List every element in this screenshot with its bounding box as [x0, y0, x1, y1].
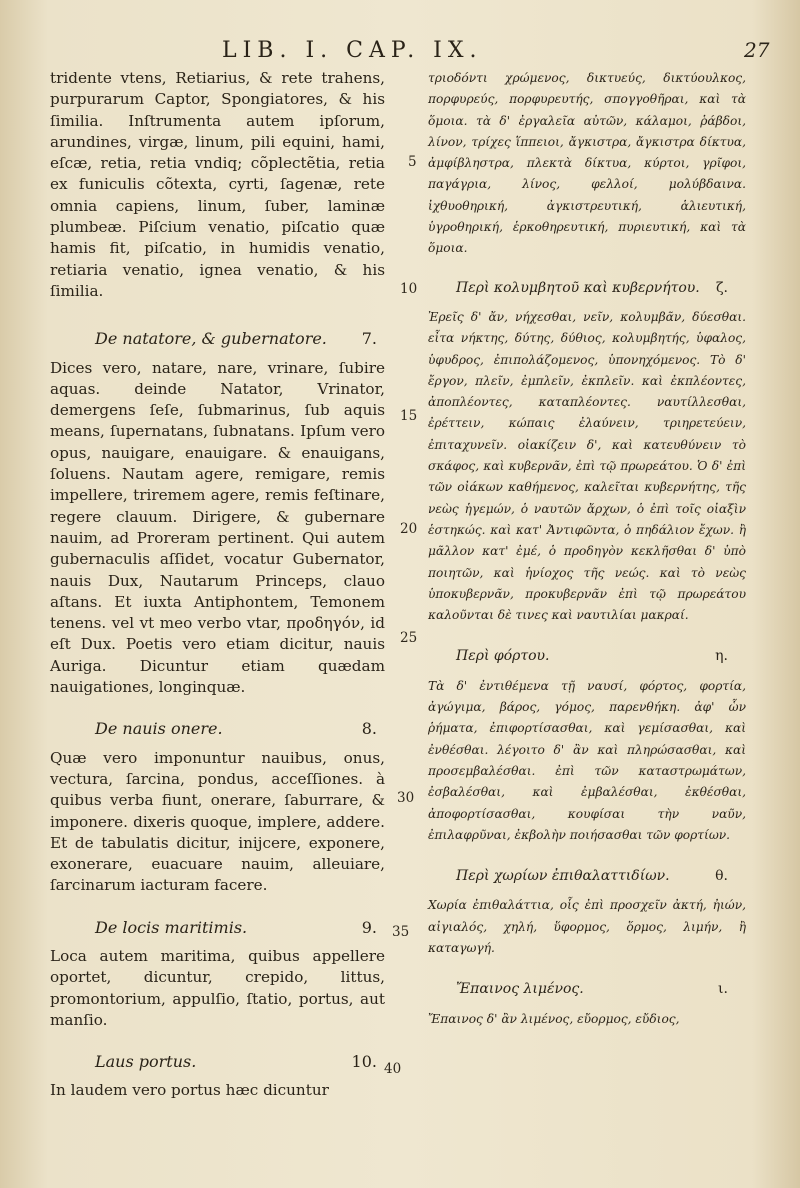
latin-paragraph-onere: Quæ vero imponuntur nauibus, onus, vectura, ſarcina, pondus, acceſſiones. à quibus verba fiunt, onerare, ſaburrare, & imponere. dixeris quoque, implere, addere. Et de tabulatis dicitur, inijcere, exponere, exonerare, euacuare nauim, alleuiare, ſarcinarum iacturam facere. — [50, 748, 385, 895]
greek-paragraph-phortou: Τὰ δ' ἐντιθέμενα τῇ ναυσί, φόρτος, φορτία, ἀγώγιμα, βάρος, γόμος, παρενθήκη. ἀφ' ὧν ῥήματα, ἐπιφορτίσασθαι, καὶ γεμίσασθαι, καὶ ἐνθέσθαι. λέγοιτο δ' ἂν καὶ πληρώσασθαι, καὶ προσεμβαλέσθαι. ἐπὶ τῶν καταστρωμάτων, ἐσβαλέσθαι, καὶ ἐμβαλέσθαι, ἐκθέσθαι, ἀποφορτίσασθαι, κουφίσαι τὴν ναῦν, ἐπιλαφρῦναι, ἐκβολὴν ποιήσασθαι τῶν φορτίων. — [428, 678, 746, 842]
section-title: Περὶ κολυμβητοῦ καὶ κυβερνήτου. — [456, 279, 700, 296]
section-number: 8. — [361, 719, 377, 739]
section-title: Ἔπαινος λιμένος. — [456, 981, 584, 998]
latin-paragraph-locis: Loca autem maritima, quibus appellere oportet, dicuntur, crepido, littus, promontorium, appulſio, ſtatio, portus, aut manſio. — [50, 946, 385, 1029]
section-title: De natatore, & gubernatore. — [95, 329, 327, 349]
greek-paragraph-limenos: Ἔπαινος δ' ἂν λιμένος, εὔορμος, εὔδιος, — [428, 1011, 680, 1026]
section-title: De locis maritimis. — [95, 917, 248, 937]
chapter-heading: LIB. I. CAP. IX. — [222, 38, 483, 63]
page-number: 27 — [744, 38, 770, 62]
line-number: 20 — [400, 521, 418, 537]
section-heading-phortou — [428, 646, 746, 667]
section-number: 7. — [361, 329, 377, 349]
latin-paragraph-portus: In laudem vero portus hæc dicuntur — [50, 1081, 329, 1100]
latin-intro-paragraph: tridente vtens, Retiarius, & rete trahens, purpurarum Captor, Spongiatores, & his ſimilia. Inſtrumenta autem ipſorum, arundines, virgæ, linum, pili equini, hami, eſcæ, retia, retia vndiq; cõplectẽtia, retia ex funiculis cõtexta, cyrti, ſagenæ, rete omnia capiens, linum, ſuber, laminæ plumbeæ. Piſcium venatio, piſcatio quæ hamis fit, piſcatio, in humidis venatio, retiaria venatio, ignea venatio, & his ſimilia. — [50, 69, 385, 300]
line-number: 30 — [397, 790, 415, 806]
line-number: 10 — [400, 281, 418, 297]
section-number: η. — [715, 648, 728, 665]
greek-paragraph-choriōn: Χωρία ἐπιθαλάττια, οἷς ἐπὶ προσχεῖν ἀκτή, ἠιών, αἰγιαλός, χηλή, ὕφορμος, ὅρμος, λιμήν, ἢ καταγωγή. — [428, 898, 746, 955]
line-number: 5 — [408, 154, 417, 170]
greek-intro-paragraph: τριοδόντι χρώμενος, δικτυεύς, δικτύουλκος, πορφυρεύς, πορφυρευτής, σπογγοθῆραι, καὶ τὰ ὅμοια. τὰ δ' ἐργαλεῖα αὐτῶν, κάλαμοι, ῥάβδοι, λίνον, τρίχες ἵππειοι, ἄγκιστρα, ἄγκιστρα δίκτυα, ἀμφίβληστρα, πλεκτὰ δίκτυα, κύρτοι, γρῖφοι, παγάγρια, λίνος, φελλοί, μολύβδαινα. ἰχθυοθηρική, ἀγκιστρευτική, ἁλιευτική, ὑγροθηρική, ἑρκοθηρευτική, πυριευτική, καὶ τὰ ὅμοια. — [428, 71, 746, 256]
section-number: 9. — [361, 917, 377, 937]
section-heading-choriōn — [428, 866, 746, 887]
latin-paragraph-natatore: Dices vero, natare, nare, vrinare, ſubire aquas. deinde Natator, Vrinator, demergens ſeſe, ſubmarinus, ſub aquis means, ſupernatans, ſubnatans. Ipſum vero opus, nauigare, enauigare. & enauigans, ſoluens. Nautam agere, remigare, remis impellere, triremem agere, remis feſtinare, regere clauum. Dirigere, & gubernare nauim, ad Proreram pertinent. Qui autem gubernaculis aſſidet, vocatur Gubernator, nauis Dux, Nautarum Princeps, clauo aſtans. Et iuxta Antiphontem, Temonem tenens. vel vt meo verbo vtar, προδηγόν, id eſt Dux. Poetis vero etiam dicitur, nauis Auriga. Dicuntur etiam quædam nauigationes, longinquæ. — [50, 358, 385, 697]
section-heading-kolymbetou — [428, 278, 746, 299]
section-title: De nauis onere. — [95, 719, 223, 739]
section-number: ι. — [718, 981, 728, 998]
section-heading-limenos — [428, 979, 746, 1000]
greek-paragraph-kolymbetou: Ἐρεῖς δ' ἄν, νήχεσθαι, νεῖν, κολυμβᾶν, δύεσθαι. εἶτα νήκτης, δύτης, δύθιος, κολυμβητής, ὑφαλος, ὑφυδρος, ἐπιπολάζομενος, ὑπονηχόμενος. Τὸ δ' ἔργον, πλεῖν, ἐμπλεῖν, ἐκπλεῖν. καὶ ἐκπλέοντες, ἀποπλέοντες, καταπλέοντες. ναυτίλλεσθαι, ἐρέττειν, κώπαις ἐλαύνειν, τριηρετεύειν, ἐπιταχυνεῖν. οἰακίζειν δ', καὶ κατευθύνειν τὸ σκάφος, καὶ κυβερνᾶν, ἐπὶ τῷ πρωρεάτου. Ὁ δ' ἐπὶ τῶν οἰάκων καθήμενος, καλεῖται κυβερνήτης, τῆς νεὼς ἡγεμών, ὁ ναυτῶν ἄρχων, ὁ ἐπὶ τοῖς οἰαξὶν ἑστηκώς. καὶ κατ' Ἀντιφῶντα, ὁ πηδάλιον ἔχων. ἢ μᾶλλον κατ' ἐμέ, ὁ προδηγὸν κεκλῆσθαι δ' ὑπὸ ποιητῶν, καὶ ἡνίοχος τῆς νεώς. καὶ τὸ νεὼς ὑποκυβερνᾶν, προκυβερνᾶν ἐπὶ τῷ πρωρεάτου καλοῦνται δὲ τινες καὶ ναυτιλίαι μακραί. — [428, 309, 746, 623]
section-number: θ. — [715, 868, 728, 885]
section-heading-locis — [50, 917, 385, 938]
line-number: 40 — [384, 1061, 402, 1077]
section-heading-portus — [50, 1051, 385, 1072]
section-title: Περὶ χωρίων ἐπιθαλαττιδίων. — [456, 868, 670, 885]
running-head — [0, 38, 800, 68]
latin-column — [50, 68, 385, 1102]
section-title: Περὶ φόρτου. — [456, 648, 550, 665]
line-number: 15 — [400, 408, 418, 424]
section-title: Laus portus. — [95, 1052, 197, 1072]
line-number: 35 — [392, 924, 410, 940]
section-number: ζ. — [715, 279, 728, 296]
section-number: 10. — [351, 1052, 377, 1072]
line-number: 25 — [400, 630, 418, 646]
section-heading-natatore — [50, 328, 385, 349]
greek-column — [428, 68, 746, 1030]
section-heading-onere — [50, 718, 385, 739]
